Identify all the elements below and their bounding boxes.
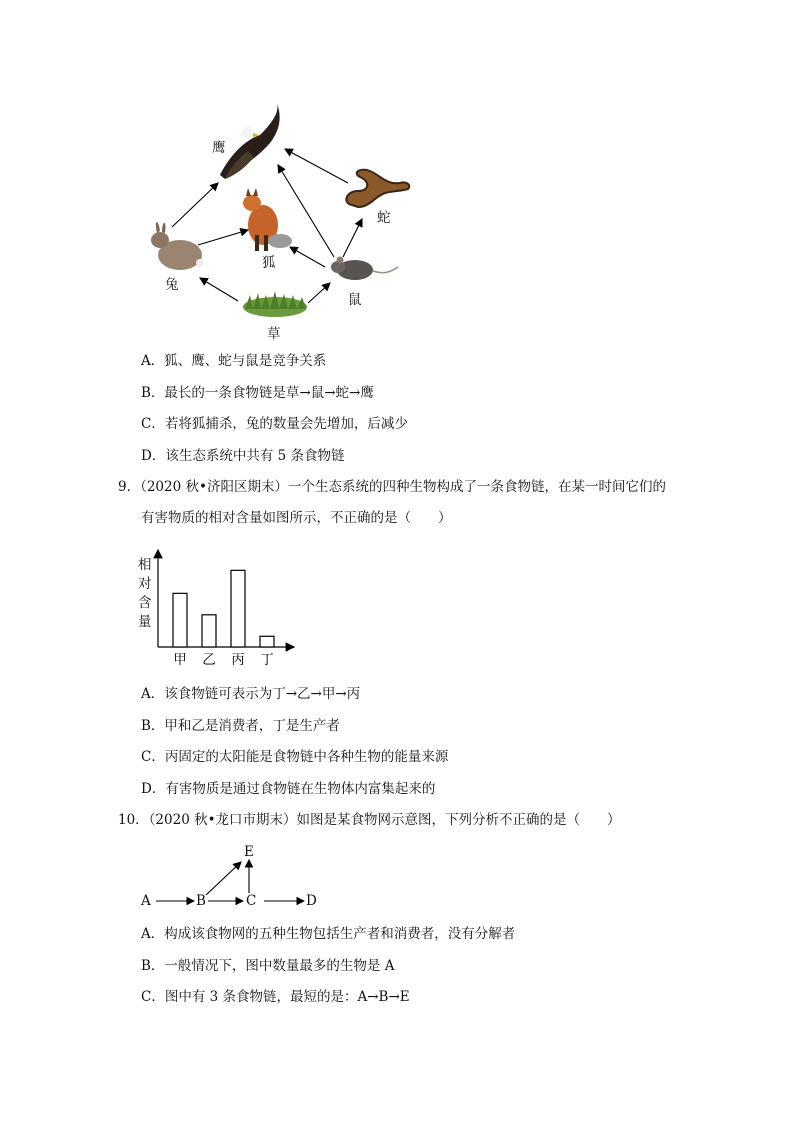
- q8-option-c: C．若将狐捕杀，兔的数量会先增加，后减少: [141, 416, 408, 432]
- q8-option-b: B．最长的一条食物链是草→鼠→蛇→鹰: [141, 385, 374, 401]
- q9-chart-svg: [130, 546, 310, 676]
- arrow-b-e: [206, 862, 241, 895]
- q9-option-d: D．有害物质是通过食物链在生物体内富集起来的: [141, 781, 436, 797]
- food-web-figure: [130, 95, 430, 345]
- arrow-mouse-fox: [290, 247, 325, 267]
- q9-option-c: C．丙固定的太阳能是食物链中各种生物的能量来源: [141, 749, 449, 765]
- grass-icon: [243, 291, 307, 317]
- mouse-icon: [331, 257, 398, 281]
- node-b: B: [196, 893, 206, 909]
- node-e: E: [244, 844, 254, 860]
- q9-stem-line2: 有害物质的相对含量如图所示，不正确的是（ ）: [141, 510, 452, 526]
- arrow-grass-rabbit: [200, 278, 238, 301]
- label-eagle: 鹰: [212, 140, 226, 156]
- label-grass: 草: [267, 326, 281, 342]
- q9-option-b: B．甲和乙是消费者，丁是生产者: [141, 718, 340, 734]
- y-axis-label: 相对含量: [138, 557, 152, 630]
- category-label-2: 丙: [231, 652, 245, 668]
- node-d: D: [306, 893, 317, 909]
- arrow-mouse-snake: [343, 219, 362, 257]
- category-label-0: 甲: [173, 652, 187, 668]
- q10-diagram-svg: [138, 840, 328, 915]
- arrow-rabbit-fox: [198, 230, 248, 245]
- rabbit-icon: [151, 222, 204, 270]
- eagle-icon: [220, 103, 280, 179]
- label-mouse: 鼠: [348, 292, 362, 308]
- q8-option-d: D．该生态系统中共有 5 条食物链: [141, 448, 345, 464]
- category-label-1: 乙: [202, 652, 216, 668]
- bar-2: [231, 570, 245, 647]
- q9-stem-line1: 9．（2020 秋•济阳区期末）一个生态系统的四种生物构成了一条食物链，在某一时间它们的: [118, 479, 666, 495]
- q10-option-b: B．一般情况下，图中数量最多的生物是 A: [141, 958, 395, 974]
- snake-icon: [346, 170, 409, 207]
- arrow-snake-eagle: [285, 149, 348, 183]
- node-c: C: [246, 893, 257, 909]
- label-snake: 蛇: [377, 210, 391, 226]
- node-a: A: [141, 893, 151, 909]
- category-label-3: 丁: [260, 652, 274, 668]
- label-fox: 狐: [262, 255, 276, 271]
- bar-3: [260, 636, 274, 647]
- q8-option-a: A．狐、鹰、蛇与鼠是竞争关系: [141, 353, 327, 369]
- fox-icon: [243, 188, 292, 251]
- arrow-grass-mouse: [308, 283, 330, 303]
- bar-1: [202, 615, 216, 647]
- label-rabbit: 兔: [165, 277, 179, 293]
- bar-0: [173, 593, 187, 647]
- q9-bar-chart: [130, 546, 310, 676]
- q10-food-web-diagram: [138, 840, 328, 915]
- q10-stem: 10．（2020 秋•龙口市期末）如图是某食物网示意图，下列分析不正确的是（ ）: [118, 812, 621, 828]
- q9-option-a: A．该食物链可表示为丁→乙→甲→丙: [141, 686, 361, 702]
- arrow-rabbit-eagle: [172, 183, 218, 227]
- q10-option-a: A．构成该食物网的五种生物包括生产者和消费者，没有分解者: [141, 926, 516, 942]
- q10-option-c: C．图中有 3 条食物链，最短的是：A→B→E: [141, 989, 410, 1005]
